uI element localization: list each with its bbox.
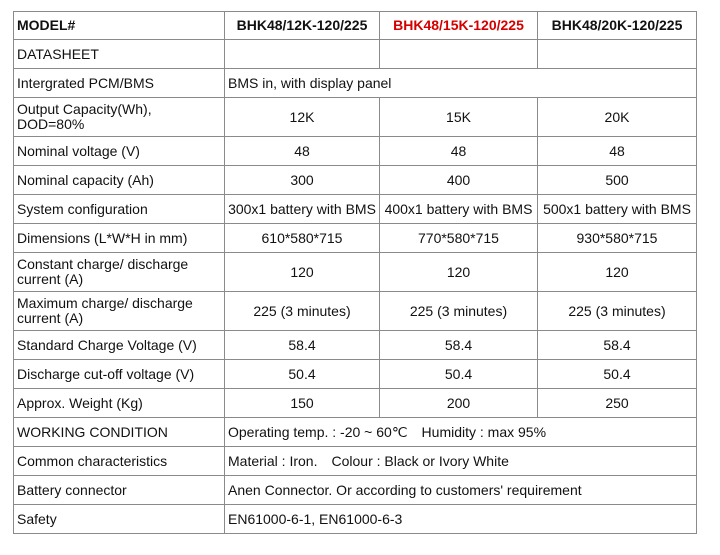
row-label: Battery connector [14,476,225,505]
row-label: Nominal voltage (V) [14,137,225,166]
value-cell: 50.4 [225,360,380,389]
header-row [14,12,697,40]
value-cell: 50.4 [538,360,697,389]
battery-connector-row [14,476,697,505]
value-cell: 400x1 battery with BMS [380,195,538,224]
value-cell: 58.4 [538,331,697,360]
value-cell: 250 [538,389,697,418]
row-label: WORKING CONDITION [14,418,225,447]
safety-value: EN61000-6-1, EN61000-6-3 [225,505,697,534]
value-cell: 300 [225,166,380,195]
value-cell: 120 [538,253,697,292]
constant-current-row [14,253,697,292]
value-cell: 50.4 [380,360,538,389]
bms-row [14,69,697,98]
empty-cell [380,40,538,69]
row-label: Intergrated PCM/BMS [14,69,225,98]
value-cell: 58.4 [225,331,380,360]
common-characteristics-value [225,447,697,476]
empty-cell [538,40,697,69]
system-config-row [14,195,697,224]
max-current-row [14,292,697,331]
voltage-row [14,137,697,166]
value-cell: 120 [225,253,380,292]
row-label: System configuration [14,195,225,224]
row-label: Approx. Weight (Kg) [14,389,225,418]
empty-cell [225,40,380,69]
value-cell: 500 [538,166,697,195]
dimensions-row [14,224,697,253]
row-label: Constant charge/ discharge current (A) [14,253,225,292]
value-cell: 20K [538,98,697,137]
material: Material : Iron. [228,452,318,469]
nominal-capacity-row [14,166,697,195]
charge-voltage-row [14,331,697,360]
row-label: Common characteristics [14,447,225,476]
cutoff-voltage-row [14,360,697,389]
value-cell: 120 [380,253,538,292]
datasheet-label: DATASHEET [14,40,225,69]
value-cell: 610*580*715 [225,224,380,253]
humidity: Humidity : max 95% [421,423,547,440]
value-cell: 225 (3 minutes) [380,292,538,331]
battery-connector-value: Anen Connector. Or according to customers' requirement [225,476,697,505]
spec-sheet [13,11,697,534]
value-cell: 225 (3 minutes) [538,292,697,331]
common-characteristics-row [14,447,697,476]
working-condition-row [14,418,697,447]
model-12k-header: BHK48/12K-120/225 [225,12,380,40]
operating-temp: Operating temp. : -20 ~ 60℃ [228,423,408,440]
spec-table [13,11,697,534]
value-cell: 58.4 [380,331,538,360]
value-cell: 48 [225,137,380,166]
model-15k-header: BHK48/15K-120/225 [380,12,538,40]
value-cell: 770*580*715 [380,224,538,253]
value-cell: 400 [380,166,538,195]
value-cell: 15K [380,98,538,137]
value-cell: 48 [380,137,538,166]
value-cell: 12K [225,98,380,137]
working-condition-value [225,418,697,447]
row-label: Dimensions (L*W*H in mm) [14,224,225,253]
value-cell: 930*580*715 [538,224,697,253]
row-label: Safety [14,505,225,534]
value-cell: 48 [538,137,697,166]
weight-row [14,389,697,418]
model-label: MODEL# [14,12,225,40]
row-label: Standard Charge Voltage (V) [14,331,225,360]
value-cell: 200 [380,389,538,418]
value-cell: 150 [225,389,380,418]
model-20k-header: BHK48/20K-120/225 [538,12,697,40]
row-label: Discharge cut-off voltage (V) [14,360,225,389]
datasheet-row [14,40,697,69]
capacity-row [14,98,697,137]
value-cell: 500x1 battery with BMS [538,195,697,224]
row-label: Nominal capacity (Ah) [14,166,225,195]
row-label: Maximum charge/ discharge current (A) [14,292,225,331]
safety-row [14,505,697,534]
row-label: Output Capacity(Wh), DOD=80% [14,98,225,137]
value-cell: 300x1 battery with BMS [225,195,380,224]
value-cell: 225 (3 minutes) [225,292,380,331]
bms-value: BMS in, with display panel [225,69,697,98]
colour: Colour : Black or Ivory White [331,452,509,469]
